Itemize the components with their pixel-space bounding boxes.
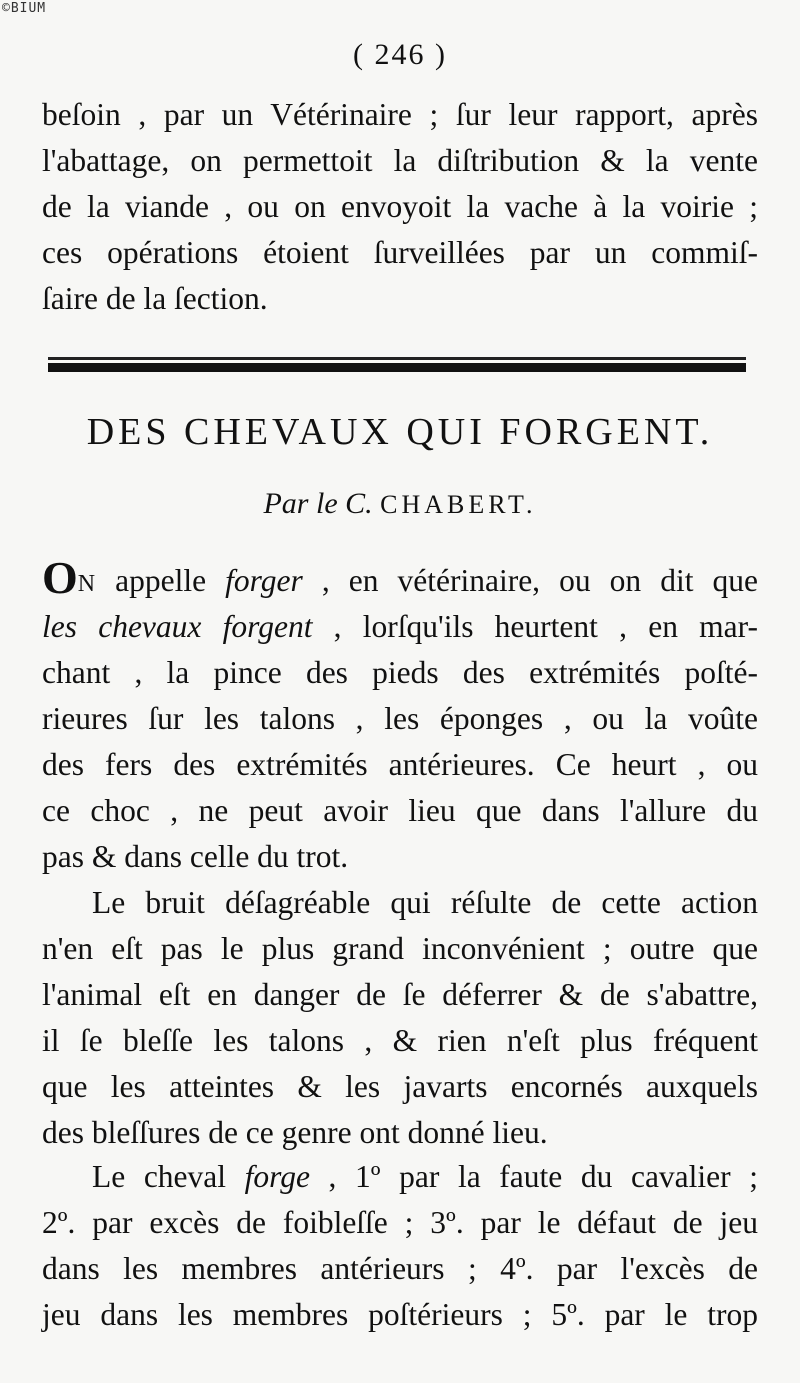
text-line: beſoin , par un Vétérinaire ; ſur leur rapport, après	[42, 97, 758, 132]
paragraph-3	[42, 1154, 758, 1338]
author-name: CHABERT.	[380, 490, 537, 519]
text-line: que les atteintes & les javarts encornés auxquels	[42, 1069, 758, 1104]
page-number: ( 246 )	[353, 38, 447, 71]
text-line: des fers des extrémités antérieures. Ce heurt , ou	[42, 747, 758, 782]
text-line	[42, 552, 758, 604]
text-line: chant , la pince des pieds des extrémités poſté-	[42, 655, 758, 690]
text-line: 2º. par excès de foibleſſe ; 3º. par le défaut de jeu	[42, 1205, 758, 1240]
top-paragraph	[42, 92, 758, 322]
italic-term: forger	[225, 563, 303, 598]
text-line: ces opérations étoient ſurveillées par un commiſ-	[42, 235, 758, 270]
text-line: ſaire de la ſection.	[42, 281, 268, 316]
text-line: ce choc , ne peut avoir lieu que dans l'allure du	[42, 793, 758, 828]
watermark: ©BIUM	[2, 1, 47, 16]
italic-term: forge	[244, 1159, 310, 1194]
text-line: Le bruit déſagréable qui réſulte de cette action	[92, 885, 758, 920]
divider-rule-thick	[48, 363, 746, 372]
paragraph-1	[42, 552, 758, 880]
text-line: jeu dans les membres poſtérieurs ; 5º. par le trop	[42, 1297, 758, 1332]
text-line	[42, 604, 758, 650]
text-run: Le cheval	[92, 1159, 245, 1194]
italic-term: les chevaux forgent	[42, 609, 313, 644]
text-run: , lorſqu'ils heurtent , en mar-	[312, 609, 758, 644]
text-line: dans les membres antérieurs ; 4º. par l'excès de	[42, 1251, 758, 1286]
drop-cap: O	[42, 552, 78, 603]
divider-rule-thin	[48, 357, 746, 360]
section-title: DES CHEVAUX QUI FORGENT.	[86, 411, 714, 453]
text-line: il ſe bleſſe les talons , & rien n'eſt plus fréquent	[42, 1023, 758, 1058]
text-line: pas & dans celle du trot.	[42, 839, 349, 874]
text-line: n'en eſt pas le plus grand inconvénient ; outre que	[42, 931, 758, 966]
paragraph-2	[42, 880, 758, 1156]
byline-prefix: Par le C.	[263, 487, 373, 520]
text-line: rieures ſur les talons , les éponges , ou la voûte	[42, 701, 758, 736]
byline	[0, 487, 800, 521]
text-line	[42, 1154, 758, 1200]
text-line: l'animal eſt en danger de ſe déferrer & de s'abattre,	[42, 977, 758, 1012]
small-caps: N	[77, 571, 97, 597]
text-line: l'abattage, on permettoit la diſtribution & la vente	[42, 143, 758, 178]
text-line: des bleſſures de ce genre ont donné lieu.	[42, 1115, 548, 1150]
text-run: appelle	[96, 563, 226, 598]
text-run: , 1º par la faute du cavalier ;	[309, 1159, 758, 1194]
text-line: de la viande , ou on envoyoit la vache à la voirie ;	[42, 189, 758, 224]
text-run: , en vétérinaire, ou on dit que	[302, 563, 758, 598]
